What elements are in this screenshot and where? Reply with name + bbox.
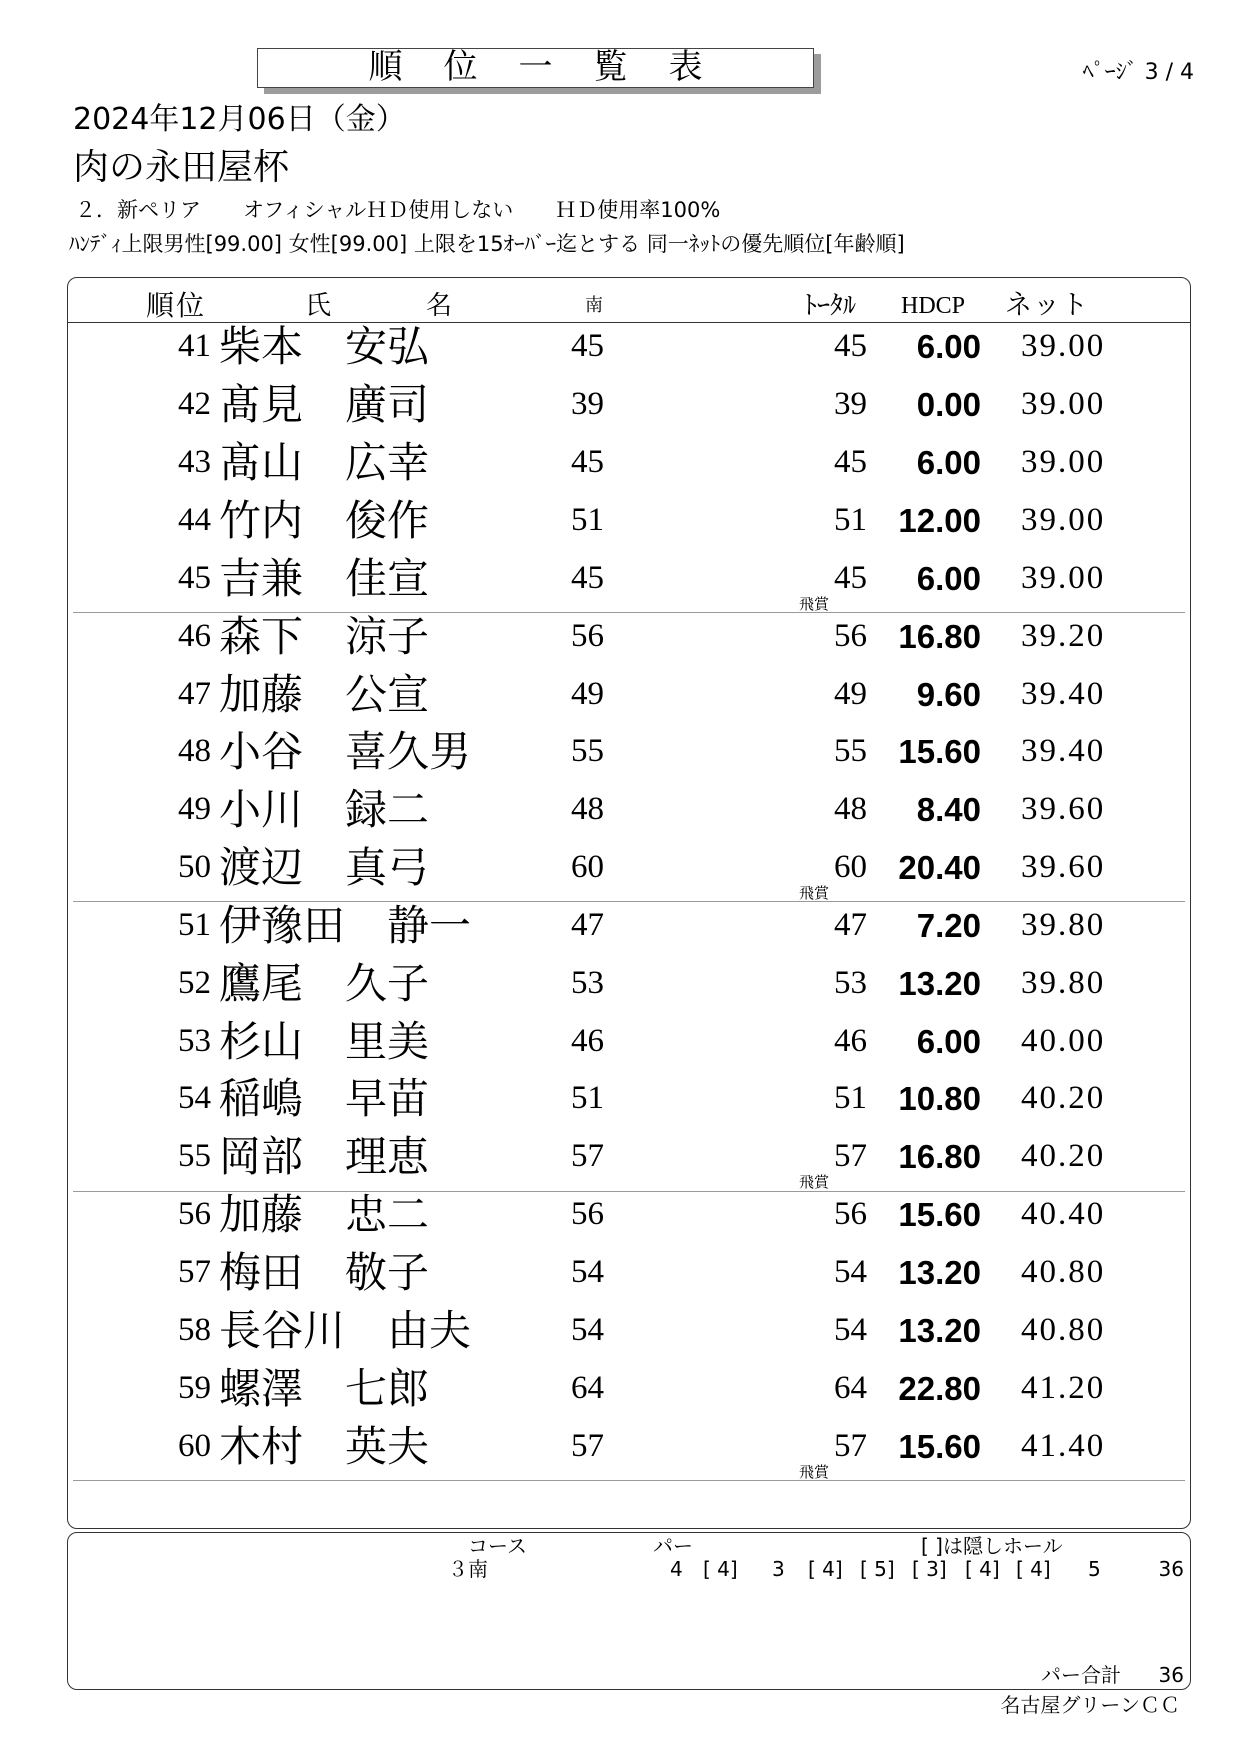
rank-cell: 46 [178, 617, 211, 654]
ranking-row [68, 608, 1190, 666]
hole-par: [ 4] [965, 1557, 1000, 1581]
par-label: パー [653, 1534, 693, 1558]
rank-cell: 59 [178, 1369, 211, 1406]
ranking-row [68, 897, 1190, 955]
total-score: 48 [834, 791, 867, 828]
course-par-sum: 36 [1158, 1557, 1184, 1581]
course-score: 55 [571, 733, 604, 770]
ranking-row [68, 1418, 1190, 1481]
course-name: ３南 [448, 1557, 488, 1581]
ranking-row [68, 492, 1190, 550]
net-score: 40.80 [1021, 1311, 1106, 1348]
title-box [257, 48, 814, 88]
hole-par: [ 4] [703, 1557, 738, 1581]
net-score: 39.40 [1021, 733, 1106, 770]
ranking-row [68, 1186, 1190, 1244]
hole-par: 3 [772, 1557, 785, 1581]
rank-cell: 54 [178, 1080, 211, 1117]
group-divider [73, 1480, 1185, 1481]
course-score: 45 [571, 559, 604, 596]
course-score: 45 [571, 444, 604, 481]
event-name: 肉の永田屋杯 [73, 147, 290, 188]
handicap-value: 12.00 [898, 501, 981, 539]
handicap-value: 6.00 [916, 444, 981, 482]
ranking-table [67, 277, 1191, 1529]
handicap-value: 13.20 [898, 1254, 981, 1291]
net-score: 39.00 [1021, 328, 1106, 365]
player-name: 螺澤 七郎 [219, 1363, 430, 1413]
total-score: 55 [834, 733, 867, 770]
rank-cell: 48 [178, 733, 211, 770]
ranking-row [68, 1302, 1190, 1360]
net-score: 39.40 [1021, 675, 1106, 712]
total-score: 57 [834, 1427, 867, 1464]
player-name: 梅田 敬子 [219, 1248, 430, 1297]
player-name: 加藤 忠二 [219, 1190, 430, 1240]
handicap-value: 6.00 [916, 1022, 981, 1060]
course-label: コース [468, 1534, 527, 1558]
rank-cell: 51 [178, 906, 211, 943]
club-name: 名古屋グリーンＣＣ [1000, 1693, 1180, 1717]
player-name: 小川 録二 [219, 785, 430, 835]
ranking-row [68, 434, 1190, 492]
net-score: 39.60 [1021, 849, 1106, 886]
net-score: 39.00 [1021, 501, 1106, 538]
handicap-value: 8.40 [916, 791, 981, 829]
net-score: 40.20 [1021, 1080, 1106, 1117]
handicap-value: 16.80 [898, 617, 981, 655]
total-score: 45 [834, 328, 867, 365]
handicap-value: 13.20 [898, 964, 981, 1002]
ranking-row [68, 839, 1190, 903]
net-score: 39.80 [1021, 964, 1106, 1001]
header-course-score: 南 [585, 295, 603, 316]
header-net: ネット [1005, 290, 1089, 321]
rank-cell: 42 [178, 386, 211, 423]
hole-par: [ 3] [912, 1557, 947, 1581]
player-name: 柴本 安弘 [219, 322, 430, 372]
total-score: 45 [834, 444, 867, 481]
handicap-value: 20.40 [898, 849, 981, 887]
player-name: 吉兼 佳宣 [219, 553, 430, 603]
prize-mark: 飛賞 [799, 1173, 830, 1192]
hole-par: [ 5] [860, 1557, 895, 1581]
ranking-row [68, 1244, 1190, 1302]
rank-cell: 55 [178, 1138, 211, 1175]
header-total: ﾄｰﾀﾙ [804, 291, 857, 321]
net-score: 40.20 [1021, 1138, 1106, 1175]
ranking-row [68, 955, 1190, 1013]
ranking-row [68, 1360, 1190, 1418]
page-indicator: ﾍﾟｰｼﾞ 3 / 4 [1082, 60, 1194, 85]
hole-par: [ 4] [808, 1557, 843, 1581]
course-par-box [67, 1532, 1191, 1690]
net-score: 39.00 [1021, 444, 1106, 481]
hidden-hole-note: [ ]は隠しホール [921, 1534, 1063, 1558]
course-score: 53 [571, 964, 604, 1001]
rank-cell: 53 [178, 1022, 211, 1059]
rank-cell: 41 [178, 328, 211, 365]
total-score: 57 [834, 1138, 867, 1175]
ranking-row [68, 550, 1190, 613]
net-score: 39.00 [1021, 559, 1106, 596]
ranking-row [68, 723, 1190, 781]
total-score: 51 [834, 1080, 867, 1117]
ranking-row [68, 781, 1190, 839]
rank-cell: 52 [178, 964, 211, 1001]
document-title: 順位一覧表 [368, 47, 744, 87]
rank-cell: 58 [178, 1311, 211, 1348]
prize-mark: 飛賞 [799, 594, 830, 613]
header-rank: 順位 [146, 289, 207, 322]
net-score: 41.20 [1021, 1369, 1106, 1406]
handicap-conditions: ﾊﾝﾃﾞｨ上限男性[99.00] 女性[99.00] 上限を15ｵｰﾊﾞｰ迄とする 同一ﾈｯﾄの優先順位[年齢順] [69, 232, 905, 256]
ranking-row [68, 1013, 1190, 1071]
ranking-row [68, 666, 1190, 724]
course-score: 39 [571, 386, 604, 423]
course-score: 60 [571, 849, 604, 886]
course-score: 57 [571, 1427, 604, 1464]
player-name: 加藤 公宣 [219, 669, 430, 719]
hole-par: 4 [670, 1557, 683, 1581]
player-name: 竹内 俊作 [219, 495, 430, 545]
total-score: 53 [834, 964, 867, 1001]
course-score: 46 [571, 1022, 604, 1059]
rank-cell: 44 [178, 501, 211, 538]
player-name: 岡部 理恵 [219, 1132, 430, 1182]
course-score: 49 [571, 675, 604, 712]
handicap-value: 0.00 [916, 386, 981, 424]
total-score: 45 [834, 559, 867, 596]
course-score: 56 [571, 617, 604, 654]
course-score: 64 [571, 1369, 604, 1406]
net-score: 39.00 [1021, 386, 1106, 423]
course-score: 51 [571, 501, 604, 538]
rank-cell: 57 [178, 1254, 211, 1290]
course-score: 47 [571, 906, 604, 943]
handicap-value: 6.00 [916, 559, 981, 597]
rank-cell: 47 [178, 675, 211, 712]
rank-cell: 56 [178, 1196, 211, 1233]
total-score: 56 [834, 617, 867, 654]
net-score: 40.80 [1021, 1254, 1106, 1290]
player-name: 森下 涼子 [219, 611, 430, 661]
net-score: 41.40 [1021, 1427, 1106, 1464]
net-score: 40.00 [1021, 1022, 1106, 1059]
total-score: 49 [834, 675, 867, 712]
player-name: 長谷川 由夫 [219, 1305, 472, 1355]
par-total-label: パー合計 [1041, 1663, 1121, 1687]
ranking-row [68, 1070, 1190, 1128]
player-name: 稲嶋 早苗 [219, 1074, 430, 1124]
course-score: 48 [571, 791, 604, 828]
handicap-value: 7.20 [916, 906, 981, 944]
ranking-row [68, 376, 1190, 434]
total-score: 56 [834, 1196, 867, 1233]
header-hdcp: HDCP [901, 293, 966, 319]
net-score: 39.80 [1021, 906, 1106, 943]
total-score: 54 [834, 1254, 867, 1290]
handicap-value: 13.20 [898, 1311, 981, 1349]
course-score: 54 [571, 1311, 604, 1348]
player-name: 髙見 廣司 [219, 380, 430, 430]
player-name: 杉山 里美 [219, 1016, 430, 1066]
player-name: 渡辺 真弓 [219, 843, 430, 893]
total-score: 54 [834, 1311, 867, 1348]
rank-cell: 43 [178, 444, 211, 481]
total-score: 51 [834, 501, 867, 538]
net-score: 39.20 [1021, 617, 1106, 654]
course-score: 54 [571, 1254, 604, 1290]
total-score: 46 [834, 1022, 867, 1059]
prize-mark: 飛賞 [799, 884, 830, 903]
total-score: 47 [834, 906, 867, 943]
handicap-value: 10.80 [898, 1080, 981, 1118]
handicap-value: 22.80 [898, 1369, 981, 1407]
course-score: 57 [571, 1138, 604, 1175]
handicap-value: 15.60 [898, 733, 981, 771]
event-date: 2024年12月06日（金） [73, 102, 406, 137]
total-score: 60 [834, 849, 867, 886]
handicap-value: 6.00 [916, 328, 981, 366]
scoring-method: ２．新ペリア オフィシャルＨＤ使用しない ＨＤ使用率100% [75, 198, 721, 222]
rank-cell: 49 [178, 791, 211, 828]
net-score: 39.60 [1021, 791, 1106, 828]
handicap-value: 16.80 [898, 1138, 981, 1176]
total-score: 39 [834, 386, 867, 423]
player-name: 髙山 広幸 [219, 438, 430, 488]
rank-cell: 45 [178, 559, 211, 596]
handicap-value: 15.60 [898, 1427, 981, 1465]
handicap-value: 15.60 [898, 1196, 981, 1234]
handicap-value: 9.60 [916, 675, 981, 713]
header-given-name: 名 [426, 291, 453, 321]
ranking-row [68, 1128, 1190, 1192]
rank-cell: 50 [178, 849, 211, 886]
hole-par: [ 4] [1016, 1557, 1051, 1581]
course-score: 45 [571, 328, 604, 365]
player-name: 木村 英夫 [219, 1421, 430, 1471]
player-name: 鷹尾 久子 [219, 958, 430, 1008]
player-name: 伊豫田 静一 [219, 900, 472, 950]
rank-cell: 60 [178, 1427, 211, 1464]
ranking-row [68, 318, 1190, 376]
total-score: 64 [834, 1369, 867, 1406]
course-score: 51 [571, 1080, 604, 1117]
net-score: 40.40 [1021, 1196, 1106, 1233]
header-surname: 氏 [305, 291, 332, 321]
prize-mark: 飛賞 [799, 1462, 830, 1481]
hole-par: 5 [1088, 1557, 1101, 1581]
player-name: 小谷 喜久男 [219, 727, 472, 777]
course-score: 56 [571, 1196, 604, 1233]
par-total-value: 36 [1158, 1663, 1184, 1687]
